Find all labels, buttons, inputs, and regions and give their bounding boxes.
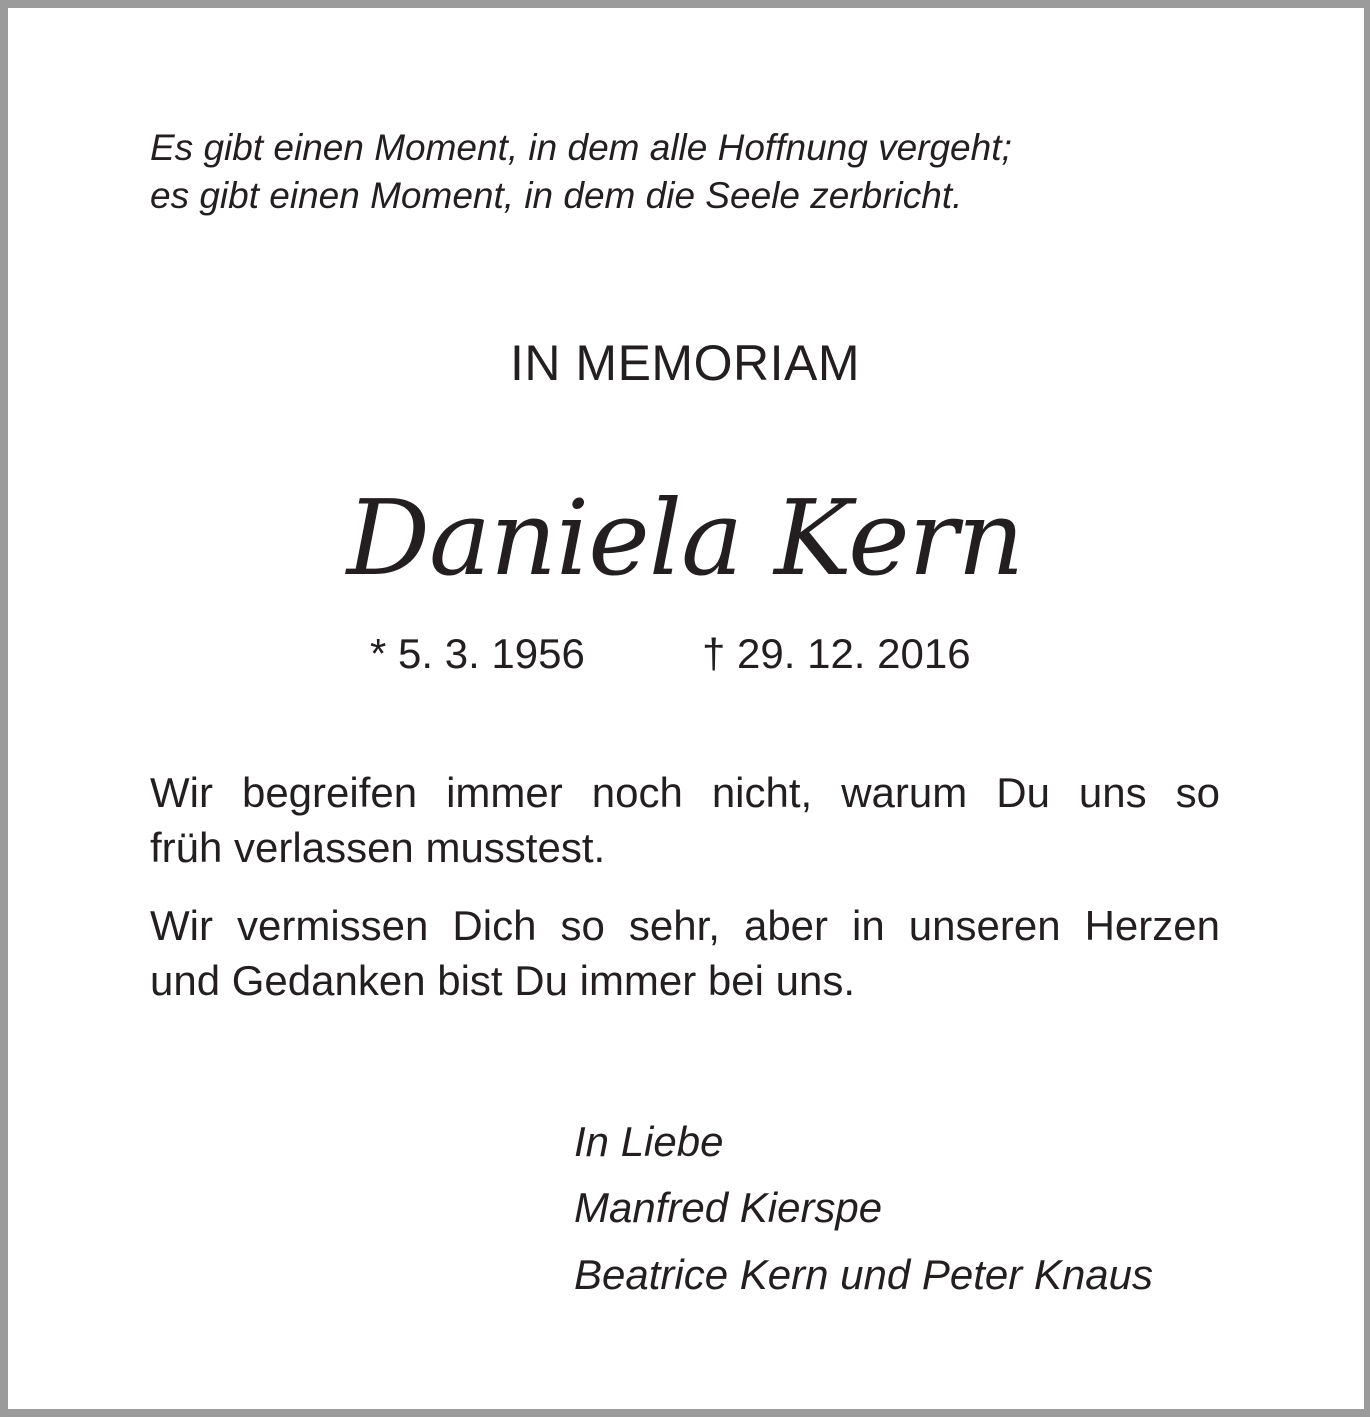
opening-quote — [150, 124, 1230, 220]
in-memoriam-heading: IN MEMORIAM — [510, 335, 860, 391]
message-paragraph-1-line-1: Wir begreifen immer noch nicht, warum Du uns so — [150, 769, 1220, 816]
frame-border-left — [0, 0, 8, 1417]
message-paragraph-1 — [150, 765, 1220, 875]
frame-border-top — [0, 0, 1370, 8]
frame-border-right — [1364, 0, 1370, 1417]
message-paragraph-2 — [150, 898, 1220, 1008]
message-paragraph-2-line-2: und Gedanken bist Du immer bei uns. — [150, 957, 856, 1004]
message-paragraph-2-line-1: Wir vermissen Dich so sehr, aber in unseren Herzen — [150, 902, 1220, 949]
birth-date: * 5. 3. 1956 — [370, 630, 585, 677]
death-date: † 29. 12. 2016 — [702, 630, 971, 677]
quote-line-1: Es gibt einen Moment, in dem alle Hoffnung vergeht; — [150, 127, 1012, 168]
signature-name: Beatrice Kern und Peter Knaus — [574, 1251, 1154, 1298]
signature-name: Manfred Kierspe — [574, 1184, 883, 1231]
deceased-name: Daniela Kern — [346, 477, 1024, 599]
frame-border-bottom — [0, 1409, 1370, 1417]
quote-line-2: es gibt einen Moment, in dem die Seele zerbricht. — [150, 175, 963, 216]
signature-closing: In Liebe — [574, 1118, 724, 1165]
message-paragraph-1-line-2: früh verlassen musstest. — [150, 824, 606, 871]
